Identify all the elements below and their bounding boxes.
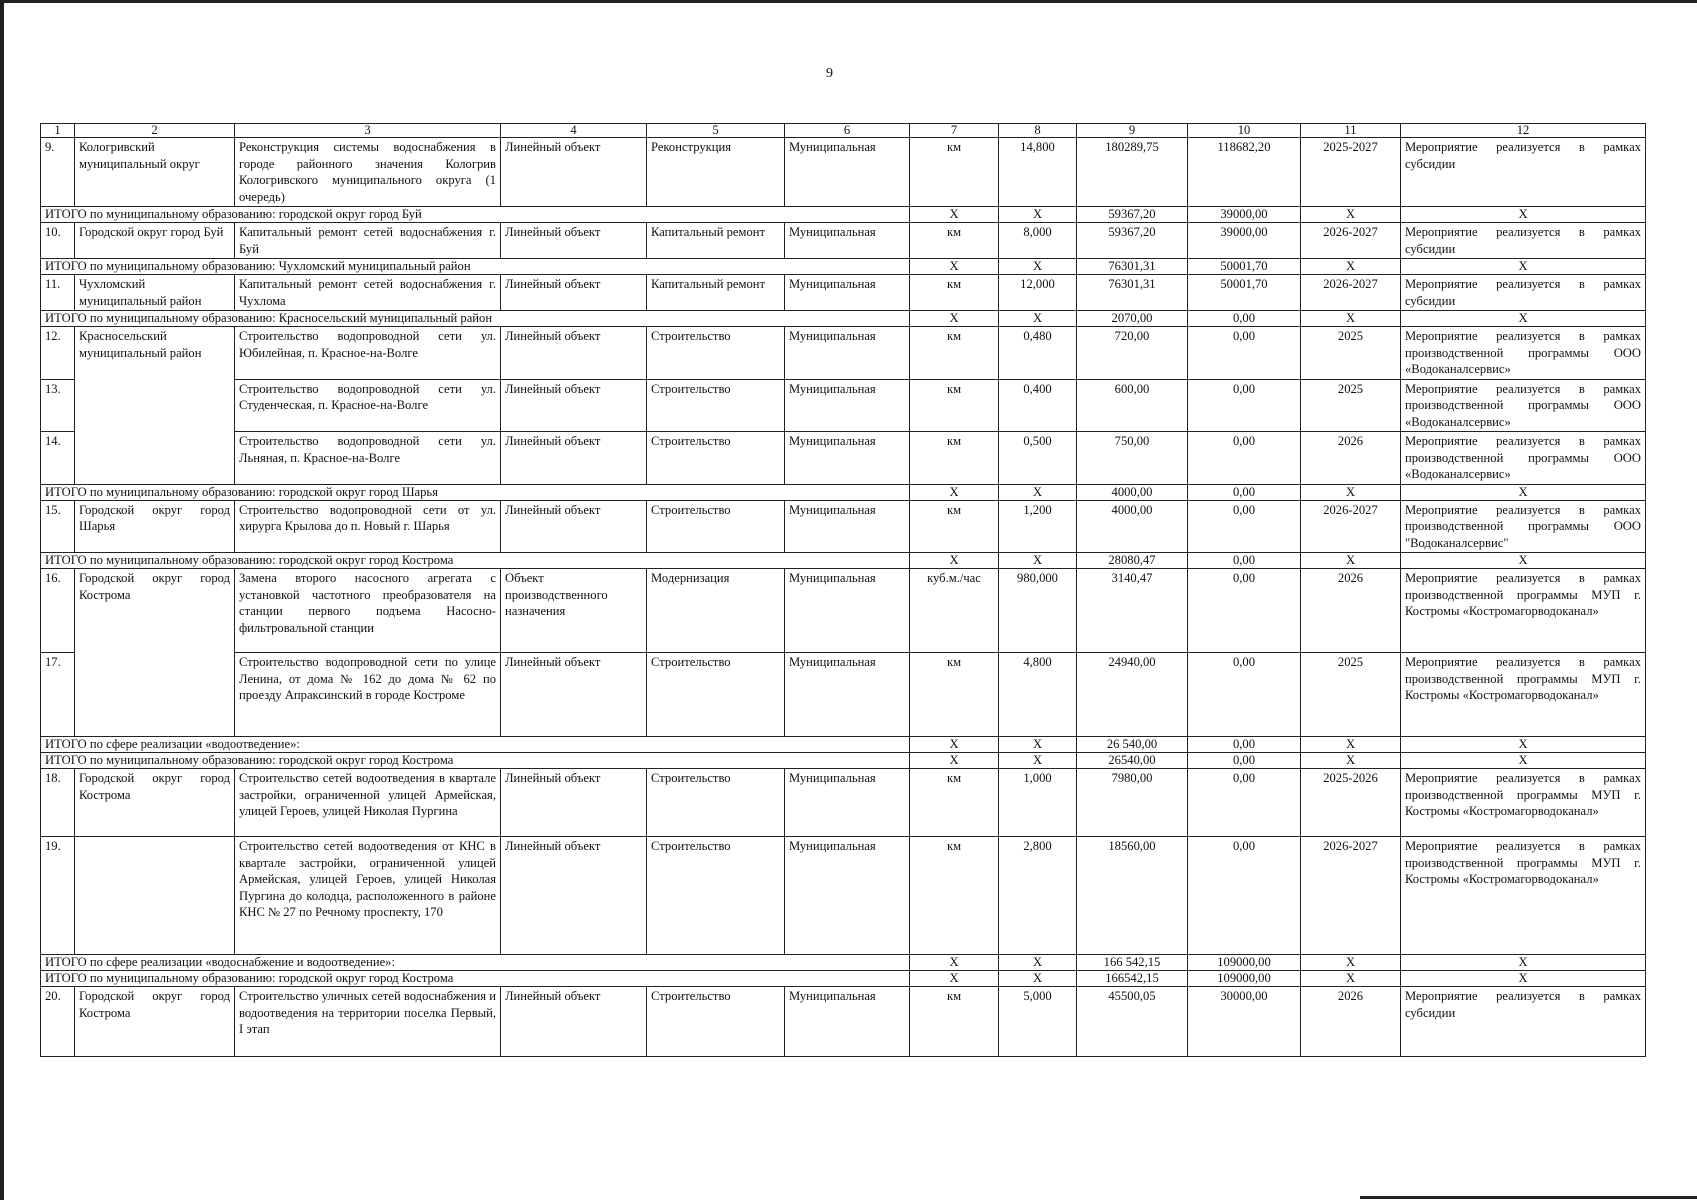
object-type: Линейный объект: [501, 138, 647, 207]
work-type: Строительство: [647, 500, 785, 553]
capacity: 8,000: [999, 223, 1077, 259]
total-label: ИТОГО по муниципальному образованию: городской округ город Шарья: [41, 484, 910, 500]
total-cost: 720,00: [1077, 327, 1188, 380]
total-cost: 7980,00: [1077, 769, 1188, 837]
note: Мероприятие реализуется в рамках субсидии: [1401, 138, 1646, 207]
subsidy: 0,00: [1188, 327, 1301, 380]
object-type: Линейный объект: [501, 837, 647, 955]
total-cost: 600,00: [1077, 379, 1188, 432]
measure-name: Строительство водопроводной сети ул. Студенческая, п. Красное-на-Волге: [235, 379, 501, 432]
work-type: Строительство: [647, 379, 785, 432]
total-c10: 0,00: [1188, 737, 1301, 753]
header-col-7: 7: [910, 124, 999, 138]
municipality: Городской округ город Кострома: [75, 987, 235, 1057]
capacity: 1,200: [999, 500, 1077, 553]
header-col-6: 6: [785, 124, 910, 138]
measure-name: Строительство сетей водоотведения в квартале застройки, ограниченной улицей Армейская, улицей Героев, улицей Николая Пургина: [235, 769, 501, 837]
total-label: ИТОГО по муниципальному образованию: Чухломский муниципальный район: [41, 259, 910, 275]
total-c11: X: [1301, 737, 1401, 753]
header-col-3: 3: [235, 124, 501, 138]
measure-name: Строительство водопроводной сети от ул. хирурга Крылова до п. Новый г. Шарья: [235, 500, 501, 553]
measure-row: [41, 987, 1646, 1057]
column-number-header-row: [41, 124, 1646, 138]
work-type: Капитальный ремонт: [647, 223, 785, 259]
subsidy: 30000,00: [1188, 987, 1301, 1057]
object-type: Линейный объект: [501, 275, 647, 311]
measure-name: Строительство водопроводной сети ул. Льняная, п. Красное-на-Волге: [235, 432, 501, 485]
years: 2025: [1301, 653, 1401, 737]
total-c12: X: [1401, 484, 1646, 500]
row-number: 10.: [41, 223, 75, 259]
unit: км: [910, 327, 999, 380]
total-label: ИТОГО по муниципальному образованию: городской округ город Кострома: [41, 971, 910, 987]
municipality: Красносельский муниципальный район: [75, 327, 235, 380]
total-c7: X: [910, 484, 999, 500]
object-type: Линейный объект: [501, 379, 647, 432]
note: Мероприятие реализуется в рамках производственной программы МУП г. Костромы «Костромагорводоканал»: [1401, 837, 1646, 955]
total-row: [41, 955, 1646, 971]
measure-row: [41, 379, 1646, 432]
measure-row: [41, 432, 1646, 485]
row-number: 16.: [41, 569, 75, 653]
total-label: ИТОГО по муниципальному образованию: Красносельский муниципальный район: [41, 311, 910, 327]
ownership: Муниципальная: [785, 327, 910, 380]
header-col-8: 8: [999, 124, 1077, 138]
subsidy: 0,00: [1188, 379, 1301, 432]
capacity: 0,480: [999, 327, 1077, 380]
note: Мероприятие реализуется в рамках производственной программы МУП г. Костромы «Костромагорводоканал»: [1401, 569, 1646, 653]
municipality: [75, 653, 235, 737]
subsidy: 0,00: [1188, 500, 1301, 553]
total-c11: X: [1301, 311, 1401, 327]
unit: км: [910, 223, 999, 259]
capacity: 980,000: [999, 569, 1077, 653]
subsidy: 0,00: [1188, 769, 1301, 837]
unit: км: [910, 138, 999, 207]
work-type: Капитальный ремонт: [647, 275, 785, 311]
total-c12: X: [1401, 737, 1646, 753]
total-label: ИТОГО по муниципальному образованию: городской округ город Буй: [41, 207, 910, 223]
unit: км: [910, 987, 999, 1057]
total-c8: X: [999, 484, 1077, 500]
total-c12: X: [1401, 553, 1646, 569]
note: Мероприятие реализуется в рамках производственной программы ООО «Водоканалсервис»: [1401, 432, 1646, 485]
header-col-2: 2: [75, 124, 235, 138]
subsidy: 0,00: [1188, 569, 1301, 653]
capacity: 4,800: [999, 653, 1077, 737]
total-cost: 750,00: [1077, 432, 1188, 485]
ownership: Муниципальная: [785, 275, 910, 311]
total-c7: X: [910, 971, 999, 987]
object-type: Линейный объект: [501, 500, 647, 553]
total-c7: X: [910, 311, 999, 327]
total-c8: X: [999, 737, 1077, 753]
total-row: [41, 484, 1646, 500]
work-type: Строительство: [647, 327, 785, 380]
row-number: 18.: [41, 769, 75, 837]
ownership: Муниципальная: [785, 379, 910, 432]
scan-edge-left: [0, 0, 4, 1200]
years: 2026-2027: [1301, 500, 1401, 553]
work-type: Реконструкция: [647, 138, 785, 207]
ownership: Муниципальная: [785, 432, 910, 485]
object-type: Линейный объект: [501, 653, 647, 737]
measure-name: Строительство уличных сетей водоснабжения и водоотведения на территории поселка Первый, I этап: [235, 987, 501, 1057]
subsidy: 0,00: [1188, 653, 1301, 737]
total-c12: X: [1401, 311, 1646, 327]
capacity: 0,500: [999, 432, 1077, 485]
measure-row: [41, 769, 1646, 837]
capacity: 2,800: [999, 837, 1077, 955]
row-number: 13.: [41, 379, 75, 432]
total-row: [41, 553, 1646, 569]
row-number: 11.: [41, 275, 75, 311]
total-cost: 24940,00: [1077, 653, 1188, 737]
measure-name: Строительство сетей водоотведения от КНС в квартале застройки, ограниченной улицей Армейская, улицей Героев, улицей Николая Пургина до колодца, расположенного в районе КНС № 27 по Речному проспекту, 170: [235, 837, 501, 955]
total-c11: X: [1301, 955, 1401, 971]
row-number: 12.: [41, 327, 75, 380]
total-label: ИТОГО по сфере реализации «водоснабжение и водоотведение»:: [41, 955, 910, 971]
total-label: ИТОГО по сфере реализации «водоотведение»:: [41, 737, 910, 753]
note: Мероприятие реализуется в рамках производственной программы МУП г. Костромы «Костромагорводоканал»: [1401, 653, 1646, 737]
unit: км: [910, 837, 999, 955]
total-c8: X: [999, 553, 1077, 569]
years: 2026-2027: [1301, 223, 1401, 259]
municipality: Городской округ город Кострома: [75, 569, 235, 653]
measure-row: [41, 327, 1646, 380]
measure-row: [41, 569, 1646, 653]
measure-row: [41, 500, 1646, 553]
total-c11: X: [1301, 753, 1401, 769]
total-c9: 2070,00: [1077, 311, 1188, 327]
header-col-10: 10: [1188, 124, 1301, 138]
years: 2026: [1301, 987, 1401, 1057]
work-type: Строительство: [647, 987, 785, 1057]
row-number: 17.: [41, 653, 75, 737]
total-label: ИТОГО по муниципальному образованию: городской округ город Кострома: [41, 553, 910, 569]
total-cost: 18560,00: [1077, 837, 1188, 955]
unit: км: [910, 769, 999, 837]
total-c9: 166542,15: [1077, 971, 1188, 987]
header-col-4: 4: [501, 124, 647, 138]
total-c7: X: [910, 753, 999, 769]
measure-name: Реконструкция системы водоснабжения в городе районного значения Кологрив Кологривского муниципального округа (1 очередь): [235, 138, 501, 207]
total-c8: X: [999, 207, 1077, 223]
total-c8: X: [999, 955, 1077, 971]
total-c12: X: [1401, 955, 1646, 971]
ownership: Муниципальная: [785, 223, 910, 259]
subsidy: 50001,70: [1188, 275, 1301, 311]
total-c10: 0,00: [1188, 753, 1301, 769]
total-c12: X: [1401, 753, 1646, 769]
measure-row: [41, 138, 1646, 207]
unit: км: [910, 653, 999, 737]
total-cost: 3140,47: [1077, 569, 1188, 653]
note: Мероприятие реализуется в рамках производственной программы ООО «Водоканалсервис»: [1401, 379, 1646, 432]
header-col-11: 11: [1301, 124, 1401, 138]
total-c9: 28080,47: [1077, 553, 1188, 569]
municipality: Чухломский муниципальный район: [75, 275, 235, 311]
total-row: [41, 259, 1646, 275]
note: Мероприятие реализуется в рамках субсидии: [1401, 987, 1646, 1057]
header-col-5: 5: [647, 124, 785, 138]
total-c10: 39000,00: [1188, 207, 1301, 223]
object-type: Линейный объект: [501, 327, 647, 380]
ownership: Муниципальная: [785, 769, 910, 837]
municipality: Кологривский муниципальный округ: [75, 138, 235, 207]
capacity: 12,000: [999, 275, 1077, 311]
subsidy: 118682,20: [1188, 138, 1301, 207]
header-col-12: 12: [1401, 124, 1646, 138]
row-number: 9.: [41, 138, 75, 207]
total-c9: 166 542,15: [1077, 955, 1188, 971]
ownership: Муниципальная: [785, 569, 910, 653]
total-cost: 59367,20: [1077, 223, 1188, 259]
capacity: 14,800: [999, 138, 1077, 207]
total-c10: 0,00: [1188, 311, 1301, 327]
header-col-1: 1: [41, 124, 75, 138]
work-type: Строительство: [647, 432, 785, 485]
ownership: Муниципальная: [785, 653, 910, 737]
total-c11: X: [1301, 207, 1401, 223]
note: Мероприятие реализуется в рамках субсидии: [1401, 223, 1646, 259]
row-number: 15.: [41, 500, 75, 553]
total-c10: 109000,00: [1188, 955, 1301, 971]
object-type: Линейный объект: [501, 432, 647, 485]
object-type: Линейный объект: [501, 987, 647, 1057]
total-row: [41, 971, 1646, 987]
total-c10: 109000,00: [1188, 971, 1301, 987]
municipality: [75, 379, 235, 432]
municipality: Городской округ город Шарья: [75, 500, 235, 553]
note: Мероприятие реализуется в рамках производственной программы МУП г. Костромы «Костромагорводоканал»: [1401, 769, 1646, 837]
total-c11: X: [1301, 259, 1401, 275]
total-c11: X: [1301, 553, 1401, 569]
ownership: Муниципальная: [785, 837, 910, 955]
object-type: Линейный объект: [501, 769, 647, 837]
measure-name: Капитальный ремонт сетей водоснабжения г. Буй: [235, 223, 501, 259]
total-c8: X: [999, 259, 1077, 275]
measure-row: [41, 223, 1646, 259]
total-c12: X: [1401, 259, 1646, 275]
total-cost: 4000,00: [1077, 500, 1188, 553]
note: Мероприятие реализуется в рамках производственной программы ООО «Водоканалсервис»: [1401, 327, 1646, 380]
total-row: [41, 207, 1646, 223]
unit: км: [910, 379, 999, 432]
unit: км: [910, 500, 999, 553]
total-c12: X: [1401, 971, 1646, 987]
total-c7: X: [910, 259, 999, 275]
capacity: 5,000: [999, 987, 1077, 1057]
total-c7: X: [910, 955, 999, 971]
total-c9: 26540,00: [1077, 753, 1188, 769]
object-type: Объект производственного назначения: [501, 569, 647, 653]
work-type: Строительство: [647, 769, 785, 837]
total-c10: 50001,70: [1188, 259, 1301, 275]
municipality: Городской округ город Буй: [75, 223, 235, 259]
total-cost: 76301,31: [1077, 275, 1188, 311]
ownership: Муниципальная: [785, 500, 910, 553]
total-c9: 4000,00: [1077, 484, 1188, 500]
total-c7: X: [910, 737, 999, 753]
page-number: 9: [826, 66, 833, 81]
work-type: Строительство: [647, 653, 785, 737]
years: 2025: [1301, 379, 1401, 432]
total-c12: X: [1401, 207, 1646, 223]
total-row: [41, 737, 1646, 753]
measure-row: [41, 837, 1646, 955]
total-c11: X: [1301, 971, 1401, 987]
measure-name: Строительство водопроводной сети по улице Ленина, от дома № 162 до дома № 62 по проезду Апраксинский в городе Костроме: [235, 653, 501, 737]
total-cost: 180289,75: [1077, 138, 1188, 207]
years: 2026: [1301, 569, 1401, 653]
row-number: 20.: [41, 987, 75, 1057]
total-c10: 0,00: [1188, 484, 1301, 500]
capacity: 0,400: [999, 379, 1077, 432]
municipality: [75, 837, 235, 955]
years: 2025: [1301, 327, 1401, 380]
years: 2025-2027: [1301, 138, 1401, 207]
ownership: Муниципальная: [785, 138, 910, 207]
total-c8: X: [999, 971, 1077, 987]
unit: км: [910, 432, 999, 485]
total-c7: X: [910, 207, 999, 223]
total-c8: X: [999, 753, 1077, 769]
row-number: 19.: [41, 837, 75, 955]
years: 2025-2026: [1301, 769, 1401, 837]
total-c9: 59367,20: [1077, 207, 1188, 223]
measures-table: [40, 123, 1646, 1057]
total-cost: 45500,05: [1077, 987, 1188, 1057]
total-c9: 76301,31: [1077, 259, 1188, 275]
measure-row: [41, 653, 1646, 737]
capacity: 1,000: [999, 769, 1077, 837]
scan-edge-bottom: [1360, 1196, 1697, 1199]
total-label: ИТОГО по муниципальному образованию: городской округ город Кострома: [41, 753, 910, 769]
object-type: Линейный объект: [501, 223, 647, 259]
subsidy: 0,00: [1188, 432, 1301, 485]
total-c8: X: [999, 311, 1077, 327]
scan-edge-top: [0, 0, 1697, 3]
unit: км: [910, 275, 999, 311]
municipality: Городской округ город Кострома: [75, 769, 235, 837]
header-col-9: 9: [1077, 124, 1188, 138]
measure-name: Капитальный ремонт сетей водоснабжения г. Чухлома: [235, 275, 501, 311]
municipality: [75, 432, 235, 485]
note: Мероприятие реализуется в рамках производственной программы ООО "Водоканалсервис": [1401, 500, 1646, 553]
total-c7: X: [910, 553, 999, 569]
measure-row: [41, 275, 1646, 311]
ownership: Муниципальная: [785, 987, 910, 1057]
years: 2026: [1301, 432, 1401, 485]
unit: куб.м./час: [910, 569, 999, 653]
total-c9: 26 540,00: [1077, 737, 1188, 753]
work-type: Строительство: [647, 837, 785, 955]
subsidy: 39000,00: [1188, 223, 1301, 259]
total-row: [41, 753, 1646, 769]
total-row: [41, 311, 1646, 327]
years: 2026-2027: [1301, 837, 1401, 955]
note: Мероприятие реализуется в рамках субсидии: [1401, 275, 1646, 311]
years: 2026-2027: [1301, 275, 1401, 311]
total-c11: X: [1301, 484, 1401, 500]
row-number: 14.: [41, 432, 75, 485]
work-type: Модернизация: [647, 569, 785, 653]
measure-name: Замена второго насосного агрегата с установкой частотного преобразователя на станции первого подъема Насосно-фильтровальной станции: [235, 569, 501, 653]
subsidy: 0,00: [1188, 837, 1301, 955]
total-c10: 0,00: [1188, 553, 1301, 569]
measure-name: Строительство водопроводной сети ул. Юбилейная, п. Красное-на-Волге: [235, 327, 501, 380]
